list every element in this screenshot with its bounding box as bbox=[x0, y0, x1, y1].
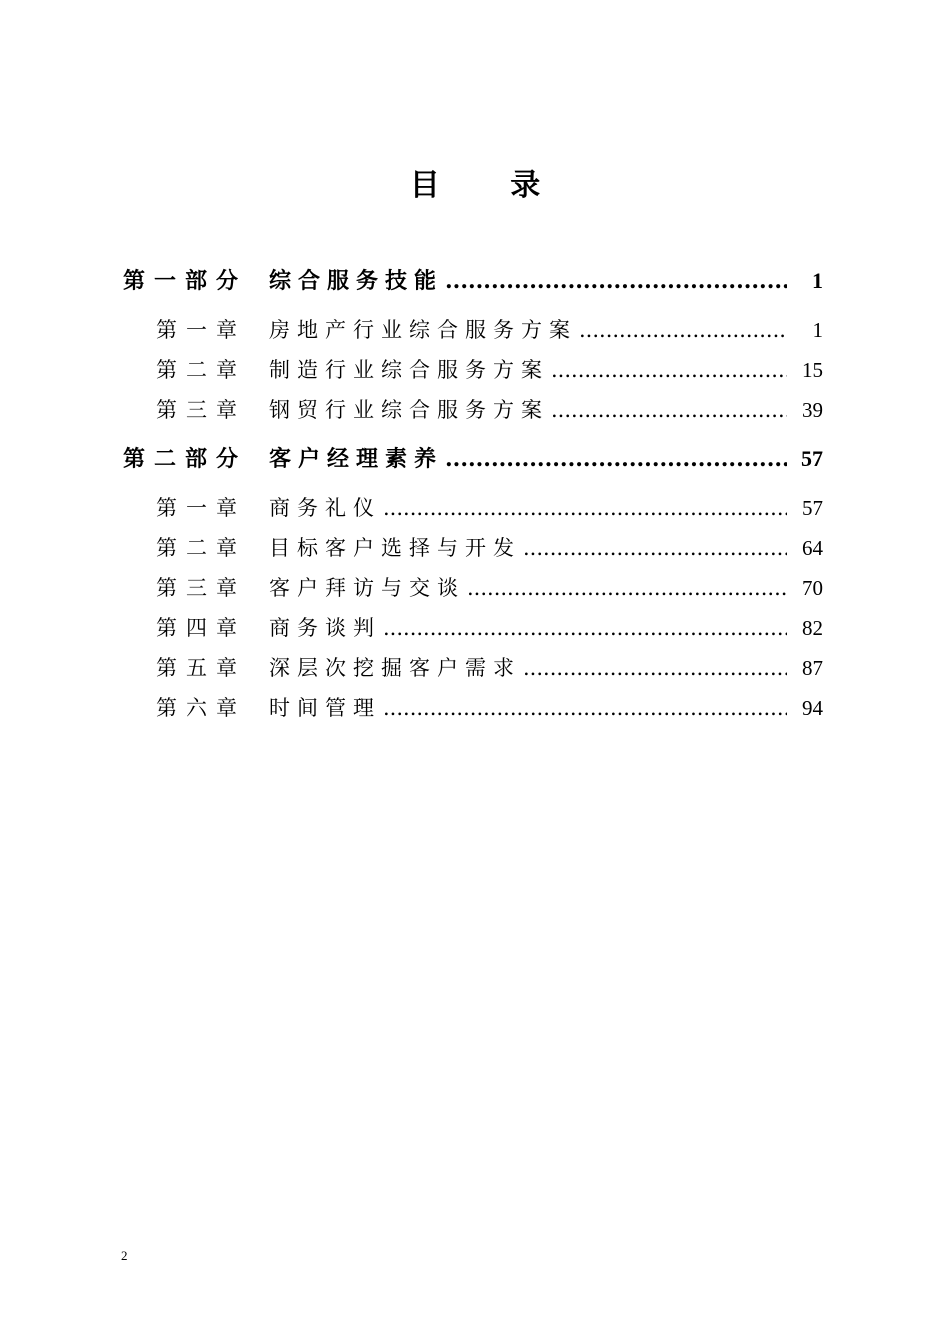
toc-chapter[interactable] bbox=[123, 390, 823, 430]
page-ref: 15 bbox=[802, 358, 823, 382]
chapter-title: 时间管理 bbox=[269, 696, 381, 720]
dot-leader bbox=[551, 390, 787, 430]
dot-leader bbox=[383, 488, 787, 528]
chapter-label: 第一章 bbox=[156, 496, 246, 520]
page-title: 目 录 bbox=[409, 168, 571, 203]
chapter-label: 第三章 bbox=[156, 576, 246, 600]
page-ref: 70 bbox=[802, 576, 823, 600]
part-label: 第二部分 bbox=[123, 446, 248, 472]
toc-part-1[interactable] bbox=[123, 260, 823, 302]
dot-leader bbox=[467, 568, 787, 608]
dot-leader bbox=[523, 648, 787, 688]
page-ref: 87 bbox=[802, 656, 823, 680]
page-ref: 57 bbox=[801, 446, 823, 471]
dot-leader bbox=[445, 260, 787, 302]
chapter-label: 第五章 bbox=[156, 656, 246, 680]
toc-chapter[interactable] bbox=[123, 488, 823, 528]
toc-chapter[interactable] bbox=[123, 608, 823, 648]
page-ref: 94 bbox=[802, 696, 823, 720]
chapter-label: 第二章 bbox=[156, 358, 246, 382]
page-ref: 1 bbox=[812, 318, 823, 342]
chapter-title: 客户拜访与交谈 bbox=[269, 576, 465, 600]
dot-leader bbox=[579, 310, 787, 350]
page-ref: 57 bbox=[802, 496, 823, 520]
chapter-title: 深层次挖掘客户需求 bbox=[269, 656, 521, 680]
chapter-label: 第四章 bbox=[156, 616, 246, 640]
chapter-label: 第六章 bbox=[156, 696, 246, 720]
part-title: 客户经理素养 bbox=[269, 446, 444, 472]
chapter-title: 商务礼仪 bbox=[269, 496, 381, 520]
page-ref: 39 bbox=[802, 398, 823, 422]
dot-leader bbox=[383, 608, 787, 648]
chapter-title: 商务谈判 bbox=[269, 616, 381, 640]
chapter-title: 钢贸行业综合服务方案 bbox=[269, 398, 549, 422]
toc-chapter[interactable] bbox=[123, 350, 823, 390]
part-title: 综合服务技能 bbox=[269, 268, 444, 294]
part-label: 第一部分 bbox=[123, 268, 248, 294]
chapter-label: 第一章 bbox=[156, 318, 246, 342]
footer-page-number: 2 bbox=[121, 1248, 128, 1263]
page-ref: 82 bbox=[802, 616, 823, 640]
chapter-title: 房地产行业综合服务方案 bbox=[269, 318, 577, 342]
toc-part-2[interactable] bbox=[123, 438, 823, 480]
dot-leader bbox=[523, 528, 787, 568]
chapter-label: 第二章 bbox=[156, 536, 246, 560]
toc-chapter[interactable] bbox=[123, 568, 823, 608]
chapter-label: 第三章 bbox=[156, 398, 246, 422]
table-of-contents bbox=[123, 260, 823, 728]
toc-chapter[interactable] bbox=[123, 310, 823, 350]
chapter-title: 目标客户选择与开发 bbox=[269, 536, 521, 560]
dot-leader bbox=[445, 438, 787, 480]
dot-leader bbox=[383, 688, 787, 728]
toc-chapter[interactable] bbox=[123, 648, 823, 688]
page-ref: 64 bbox=[802, 536, 823, 560]
toc-chapter[interactable] bbox=[123, 688, 823, 728]
dot-leader bbox=[551, 350, 787, 390]
page-ref: 1 bbox=[812, 268, 823, 293]
chapter-title: 制造行业综合服务方案 bbox=[269, 358, 549, 382]
toc-chapter[interactable] bbox=[123, 528, 823, 568]
